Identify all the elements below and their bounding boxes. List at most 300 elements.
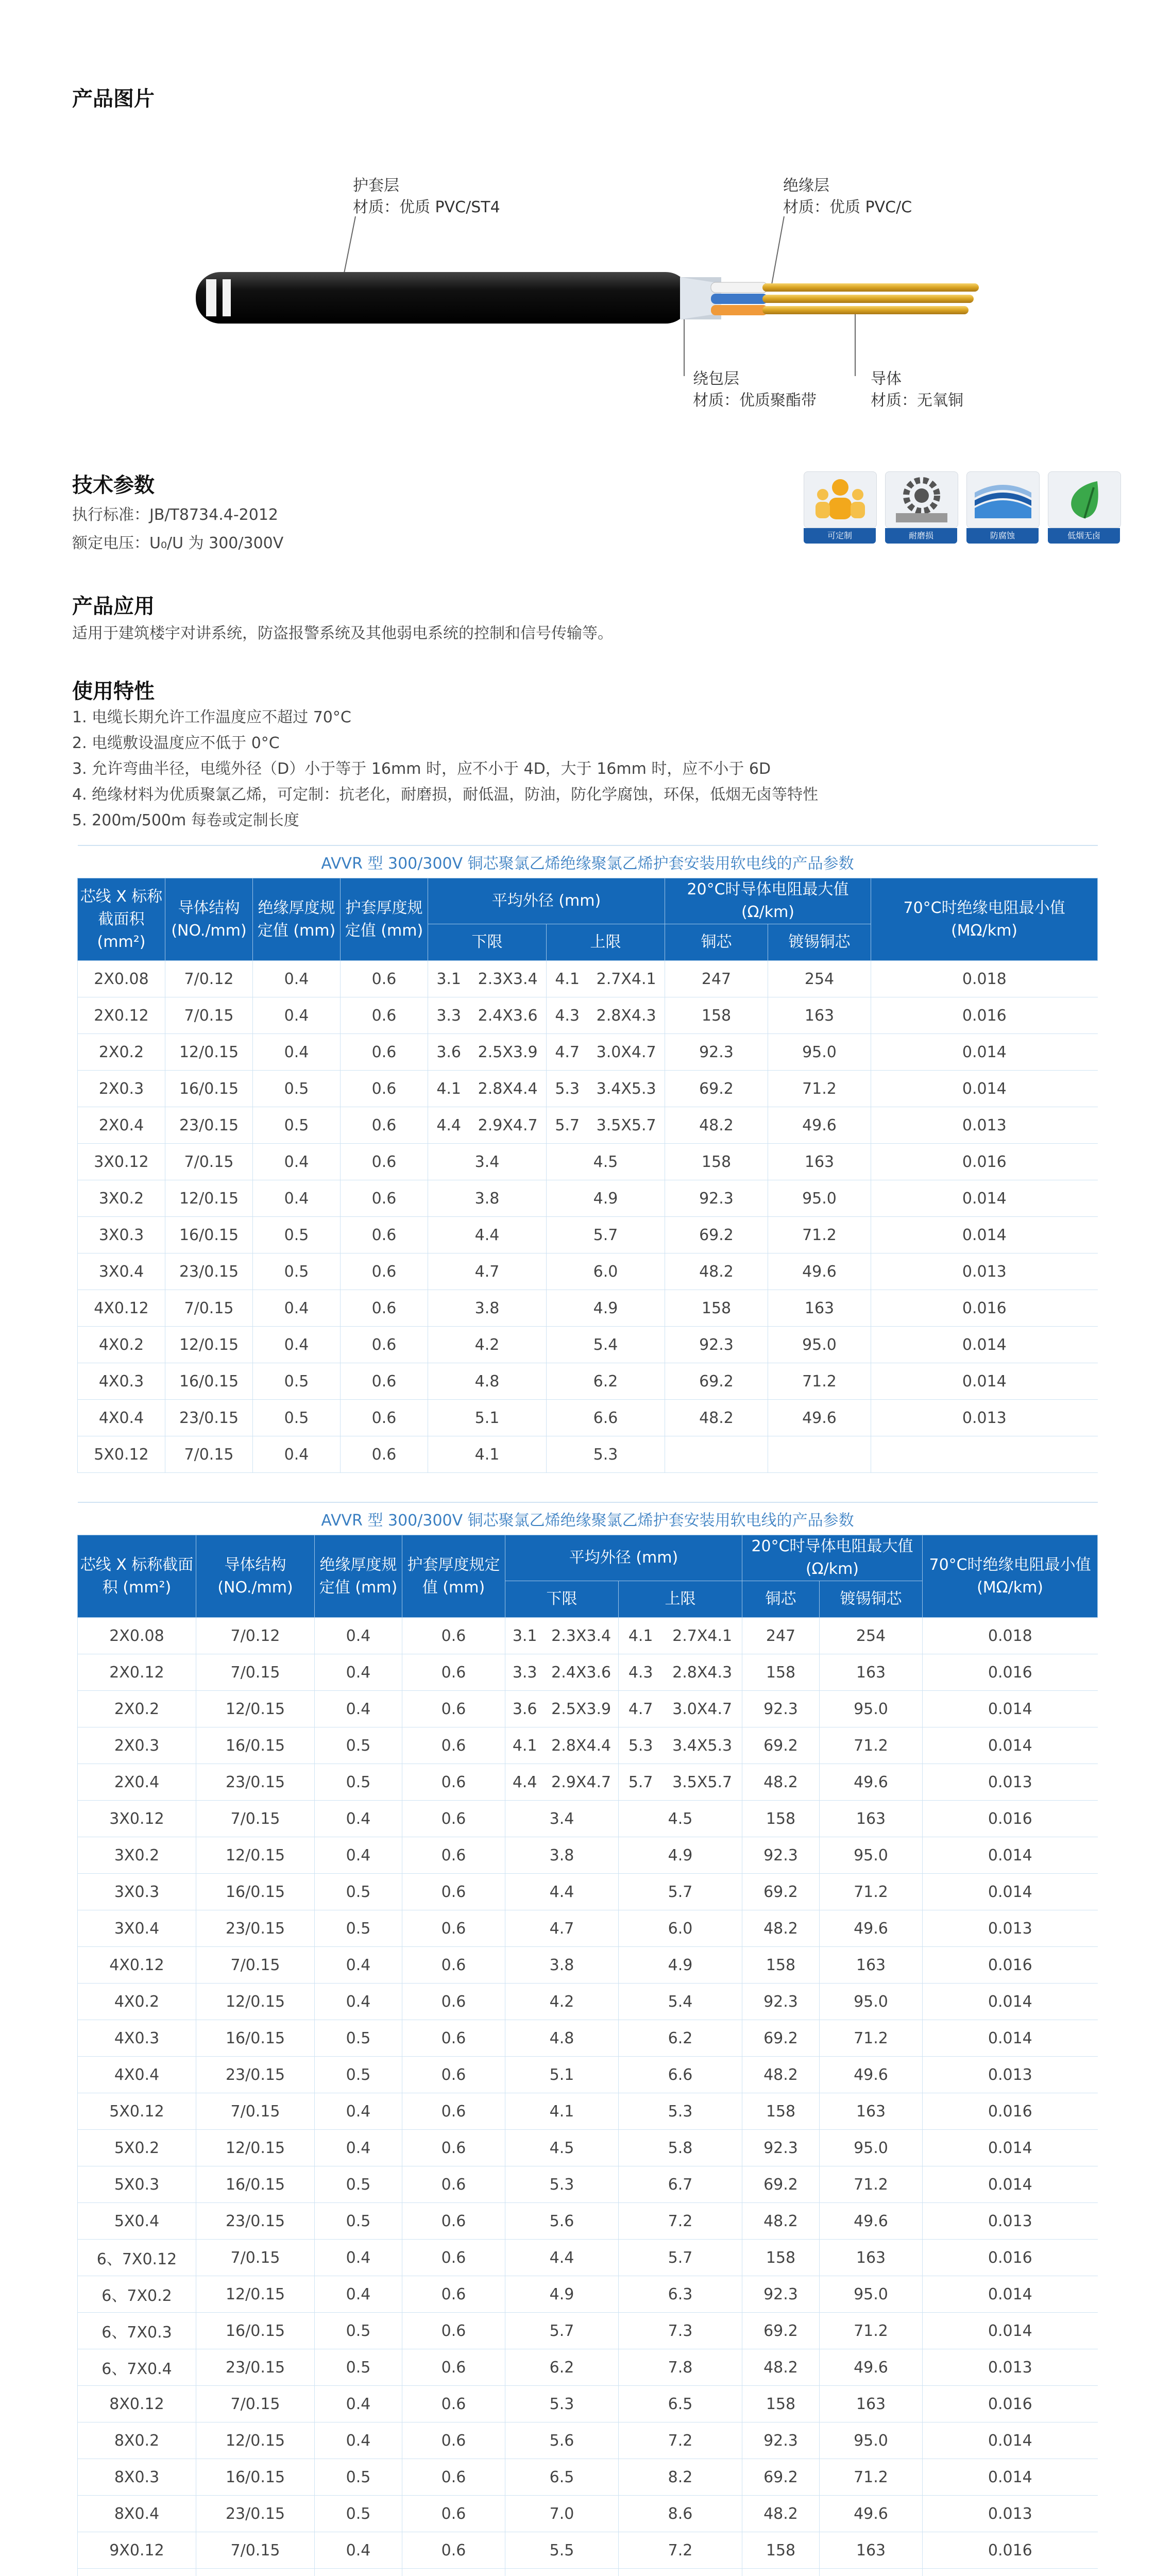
cell-od-lower: [428, 997, 547, 1034]
cell-insulation: 0.4: [315, 2532, 402, 2569]
cell-od-lower: [428, 1180, 547, 1217]
od-value: 4.4: [474, 1226, 500, 1244]
cell-structure: 12/0.15: [165, 1180, 253, 1217]
badge-customizable: [804, 471, 876, 544]
od-value: 5.8: [668, 2139, 693, 2157]
cell-insulation: 0.4: [315, 1984, 402, 2020]
cell-sheath: 0.6: [402, 2349, 505, 2386]
table-row: [78, 961, 1098, 997]
cell-insulation: 0.4: [315, 2130, 402, 2166]
cell-od-upper: [619, 1837, 742, 1874]
col-copper: 铜芯: [665, 924, 768, 961]
cell-od-upper: [619, 2130, 742, 2166]
cell-copper: 48.2: [742, 1910, 820, 1947]
cell-structure: 16/0.15: [196, 2166, 315, 2203]
col-tinned: 镀锡铜芯: [820, 1581, 923, 1618]
od-value: 6.2: [668, 2029, 693, 2047]
cell-tinned: 163: [820, 2240, 923, 2276]
cell-sheath: 0.6: [402, 2093, 505, 2130]
od-value: 6.6: [593, 1409, 618, 1427]
cell-ins-res: 0.013: [923, 2057, 1098, 2093]
od-value: 4.5: [668, 1809, 693, 1828]
cell-ins-res: 0.013: [923, 1764, 1098, 1801]
cell-sheath: 0.6: [402, 1654, 505, 1691]
od-value: 4.9: [593, 1189, 618, 1208]
cell-core: 4X0.3: [78, 2020, 196, 2057]
cell-structure: 12/0.15: [196, 2276, 315, 2313]
od-value: 4.2: [474, 1335, 500, 1354]
cell-od-upper: [619, 1654, 742, 1691]
cell-core: 4X0.4: [78, 2057, 196, 2093]
cell-od-lower: [428, 1327, 547, 1363]
cell-sheath: 0.6: [341, 1400, 428, 1436]
cell-copper: 247: [665, 961, 768, 997]
od-value: 4.9: [668, 1956, 693, 1974]
od-value: 6.5: [668, 2395, 693, 2413]
cell-structure: 7/0.15: [196, 2093, 315, 2130]
od-value: 3.8: [474, 1189, 500, 1208]
od-value: 5.3: [593, 1445, 618, 1464]
od-value: 5.7: [593, 1226, 618, 1244]
od-value: 4.3: [555, 1006, 580, 1025]
od-dimension: 3.5X5.7: [596, 1116, 656, 1134]
cell-od-lower: [505, 2020, 619, 2057]
cell-structure: 12/0.15: [196, 2422, 315, 2459]
od-value: 5.7: [555, 1116, 580, 1134]
callout-conductor-material: 材质：无氧铜: [871, 392, 963, 410]
od-value: 4.9: [668, 1846, 693, 1865]
cell-ins-res: [871, 1436, 1098, 1473]
cell-structure: 7/0.15: [196, 1947, 315, 1984]
cell-structure: 16/0.15: [165, 1363, 253, 1400]
cell-sheath: 0.6: [341, 1107, 428, 1144]
cell-structure: 23/0.15: [196, 2496, 315, 2532]
cell-od-upper: [547, 1107, 665, 1144]
cell-od-upper: [619, 2276, 742, 2313]
cell-od-upper: [619, 2313, 742, 2349]
feature-item: 2. 电缆敷设温度应不低于 0°C: [72, 734, 280, 752]
callout-sheath-material: 材质：优质 PVC/ST4: [353, 198, 500, 216]
col-insulation: 绝缘厚度规定值 (mm): [315, 1535, 402, 1618]
cell-tinned: 71.2: [820, 2166, 923, 2203]
cell-sheath: 0.6: [402, 2313, 505, 2349]
cell-tinned: 95.0: [820, 1984, 923, 2020]
cell-structure: 12/0.15: [196, 1691, 315, 1727]
cell-core: 8X0.3: [78, 2459, 196, 2496]
cell-od-lower: [428, 1400, 547, 1436]
cell-copper: 92.3: [742, 2276, 820, 2313]
cell-structure: 7/0.15: [196, 2240, 315, 2276]
cell-copper: 92.3: [742, 1984, 820, 2020]
cell-od-upper: [619, 2093, 742, 2130]
od-value: 5.1: [474, 1409, 500, 1427]
table-row: [78, 1727, 1098, 1764]
cell-sheath: 0.6: [402, 1801, 505, 1837]
cell-ins-res: 0.018: [923, 1618, 1098, 1654]
table-row: [78, 2459, 1098, 2496]
cell-od-lower: [505, 2057, 619, 2093]
cell-core: 8X0.2: [78, 2422, 196, 2459]
cell-insulation: 0.5: [315, 2496, 402, 2532]
cell-structure: 23/0.15: [196, 1764, 315, 1801]
cell-insulation: 0.4: [253, 1144, 341, 1180]
od-value: 7.2: [668, 2212, 693, 2230]
cable-illustration: [185, 206, 989, 392]
cell-copper: 48.2: [742, 2057, 820, 2093]
feature-item: 4. 绝缘材料为优质聚氯乙烯，可定制：抗老化，耐磨损，耐低温，防油，防化学腐蚀，环保，低烟无卤等特性: [72, 786, 819, 804]
cell-core: 2X0.3: [78, 1727, 196, 1764]
cell-core: 5X0.12: [78, 2093, 196, 2130]
cell-od-lower: [428, 1253, 547, 1290]
cell-od-upper: [619, 1618, 742, 1654]
cell-core: 2X0.2: [78, 1034, 165, 1071]
cell-od-upper: [547, 1363, 665, 1400]
cell-od-upper: [619, 1764, 742, 1801]
col-insulation: 绝缘厚度规定值 (mm): [253, 878, 341, 961]
cell-od-upper: [619, 2569, 742, 2576]
od-value: 5.7: [549, 2321, 574, 2340]
od-value: 4.7: [628, 1700, 653, 1718]
col-resistance: 20°C时导体电阻最大值 (Ω/km): [665, 878, 871, 924]
cell-od-lower: [505, 2203, 619, 2240]
od-value: 7.2: [668, 2431, 693, 2450]
cell-insulation: 0.4: [253, 1180, 341, 1217]
cell-od-lower: [505, 1984, 619, 2020]
table-row: [78, 997, 1098, 1034]
od-value: 6.7: [668, 2175, 693, 2194]
cell-sheath: 0.6: [341, 1436, 428, 1473]
cell-od-upper: [547, 1327, 665, 1363]
cell-tinned: 95.0: [768, 1034, 871, 1071]
cell-od-upper: [547, 961, 665, 997]
cell-tinned: 49.6: [820, 2349, 923, 2386]
od-value: 4.7: [474, 1262, 500, 1281]
od-value: 5.7: [628, 1773, 653, 1791]
od-dimension: 2.3X3.4: [551, 1626, 612, 1645]
col-copper: 铜芯: [742, 1581, 820, 1618]
cell-tinned: 163: [820, 2093, 923, 2130]
cell-ins-res: 0.014: [923, 2422, 1098, 2459]
table-row: [78, 1654, 1098, 1691]
cell-tinned: 95.0: [820, 2130, 923, 2166]
table-title: AVVR 型 300/300V 铜芯聚氯乙烯绝缘聚氯乙烯护套安装用软电线的产品参数: [78, 845, 1098, 878]
cell-ins-res: 0.013: [871, 1107, 1098, 1144]
cell-od-upper: [547, 1436, 665, 1473]
cell-od-lower: [505, 1947, 619, 1984]
cell-sheath: 0.6: [402, 2130, 505, 2166]
cell-structure: 23/0.15: [196, 2203, 315, 2240]
cell-insulation: 0.4: [253, 1436, 341, 1473]
cell-insulation: 0.5: [253, 1400, 341, 1436]
cell-copper: 48.2: [742, 2203, 820, 2240]
cell-structure: 16/0.15: [165, 1071, 253, 1107]
table-row: [78, 2203, 1098, 2240]
od-value: 4.1: [436, 1079, 462, 1098]
application-heading: 产品应用: [72, 595, 155, 618]
cell-ins-res: 0.014: [871, 1180, 1098, 1217]
cell-tinned: 163: [820, 1654, 923, 1691]
od-value: 3.1: [436, 970, 462, 988]
cell-core: 9X0.12: [78, 2532, 196, 2569]
col-core: 芯线 X 标称截面积 (mm²): [78, 1535, 196, 1618]
cell-od-upper: [619, 1910, 742, 1947]
cell-tinned: 163: [820, 1801, 923, 1837]
cell-insulation: 0.5: [315, 2459, 402, 2496]
table-row: [78, 1253, 1098, 1290]
cell-copper: 92.3: [665, 1327, 768, 1363]
cell-core: 2X0.4: [78, 1107, 165, 1144]
od-value: 4.1: [549, 2102, 574, 2121]
cell-sheath: 0.6: [341, 1034, 428, 1071]
cell-core: 6、7X0.2: [78, 2276, 196, 2313]
cell-od-lower: [428, 1034, 547, 1071]
cell-core: 2X0.08: [78, 961, 165, 997]
cell-od-upper: [547, 1180, 665, 1217]
cell-insulation: 0.5: [315, 1727, 402, 1764]
cell-sheath: 0.6: [341, 1327, 428, 1363]
tech-heading: 技术参数: [72, 473, 155, 497]
col-od-upper: 上限: [619, 1581, 742, 1618]
cell-sheath: 0.6: [341, 1217, 428, 1253]
od-value: 5.3: [549, 2175, 574, 2194]
tech-standard: 执行标准：JB/T8734.4-2012: [72, 506, 279, 524]
cell-od-upper: [619, 2057, 742, 2093]
col-structure: 导体结构 (NO./mm): [165, 878, 253, 961]
badge-wear-resistant: [885, 471, 957, 544]
col-core: 芯线 X 标称截面积 (mm²): [78, 878, 165, 961]
cell-core: 4X0.3: [78, 1363, 165, 1400]
cell-insulation: 0.4: [253, 961, 341, 997]
cell-sheath: 0.6: [341, 1290, 428, 1327]
od-value: 3.4: [474, 1153, 500, 1171]
spec-table-2: [77, 1502, 1098, 2576]
od-value: 3.8: [549, 1956, 574, 1974]
cell-core: 3X0.12: [78, 1801, 196, 1837]
cell-sheath: 0.6: [341, 1180, 428, 1217]
cell-od-lower: [505, 1727, 619, 1764]
cell-copper: [742, 2569, 820, 2576]
cell-insulation: 0.4: [315, 1654, 402, 1691]
col-od: 平均外径 (mm): [505, 1535, 742, 1581]
table-row: [78, 2240, 1098, 2276]
cell-structure: 7/0.15: [196, 1801, 315, 1837]
cell-structure: 23/0.15: [165, 1253, 253, 1290]
cell-core: 3X0.3: [78, 1874, 196, 1910]
callout-conductor-name: 导体: [871, 370, 902, 388]
cell-od-lower: [505, 1874, 619, 1910]
cell-structure: 12/0.15: [196, 2130, 315, 2166]
cell-sheath: 0.6: [341, 961, 428, 997]
cell-insulation: 0.4: [315, 1618, 402, 1654]
od-value: 5.5: [549, 2541, 574, 2560]
cell-insulation: [315, 2569, 402, 2576]
cell-od-upper: [619, 2020, 742, 2057]
cell-insulation: 0.4: [253, 997, 341, 1034]
table-row: [78, 1618, 1098, 1654]
cell-sheath: 0.6: [402, 2422, 505, 2459]
od-value: 4.1: [555, 970, 580, 988]
cell-sheath: 0.6: [402, 2020, 505, 2057]
od-value: 5.3: [668, 2102, 693, 2121]
cell-od-lower: [505, 2240, 619, 2276]
cell-od-upper: [619, 2496, 742, 2532]
cell-sheath: 0.6: [402, 1947, 505, 1984]
od-value: 3.4: [549, 1809, 574, 1828]
cell-copper: 48.2: [742, 2349, 820, 2386]
cell-copper: 69.2: [742, 2459, 820, 2496]
od-value: 7.2: [668, 2541, 693, 2560]
cell-od-upper: [547, 1400, 665, 1436]
cell-copper: 158: [742, 1801, 820, 1837]
cell-ins-res: 0.016: [923, 2386, 1098, 2422]
cell-tinned: 71.2: [820, 2020, 923, 2057]
cell-sheath: 0.6: [402, 1874, 505, 1910]
table-title: AVVR 型 300/300V 铜芯聚氯乙烯绝缘聚氯乙烯护套安装用软电线的产品参数: [78, 1502, 1098, 1535]
cell-core: 4X0.2: [78, 1327, 165, 1363]
cell-od-lower: [428, 1363, 547, 1400]
od-value: 8.2: [668, 2468, 693, 2486]
cell-structure: 7/0.15: [196, 2532, 315, 2569]
cell-copper: 92.3: [665, 1034, 768, 1071]
cell-insulation: 0.4: [315, 2093, 402, 2130]
table-row: [78, 1984, 1098, 2020]
cell-core: 2X0.4: [78, 1764, 196, 1801]
od-value: 7.0: [549, 2504, 574, 2523]
cell-tinned: 163: [768, 1144, 871, 1180]
od-value: 6.2: [593, 1372, 618, 1391]
cell-od-upper: [547, 1144, 665, 1180]
cell-tinned: 71.2: [820, 2313, 923, 2349]
cell-copper: 158: [665, 1290, 768, 1327]
table-row: [78, 1947, 1098, 1984]
cell-sheath: 0.6: [402, 1691, 505, 1727]
col-ins-res: 70°C时绝缘电阻最小值 (MΩ/km): [923, 1535, 1098, 1618]
cell-od-lower: [505, 2166, 619, 2203]
leaf-icon: [1048, 471, 1121, 528]
cell-insulation: 0.5: [315, 2166, 402, 2203]
cell-insulation: 0.4: [315, 2276, 402, 2313]
spec-table-1: [77, 845, 1098, 1473]
cell-sheath: 0.6: [402, 2057, 505, 2093]
cell-ins-res: 0.014: [923, 1874, 1098, 1910]
cell-od-upper: [619, 2459, 742, 2496]
od-dimension: 3.4X5.3: [672, 1736, 733, 1755]
cell-od-upper: [547, 997, 665, 1034]
col-sheath: 护套厚度规定值 (mm): [341, 878, 428, 961]
table-row: [78, 2057, 1098, 2093]
col-od-upper: 上限: [547, 924, 665, 961]
cell-tinned: 71.2: [768, 1217, 871, 1253]
od-value: 5.7: [668, 2248, 693, 2267]
cell-tinned: 163: [768, 1290, 871, 1327]
badge-caption: 耐磨损: [885, 528, 957, 544]
table-row: [78, 1363, 1098, 1400]
cell-core: 8X0.4: [78, 2496, 196, 2532]
callout-insulation-material: 材质：优质 PVC/C: [783, 198, 912, 216]
cell-ins-res: 0.014: [923, 2313, 1098, 2349]
od-value: 4.1: [628, 1626, 653, 1645]
cell-copper: 69.2: [742, 2313, 820, 2349]
cell-ins-res: 0.014: [923, 2459, 1098, 2496]
od-value: 5.4: [668, 1992, 693, 2011]
cell-ins-res: 0.016: [923, 2093, 1098, 2130]
od-value: 8.6: [668, 2504, 693, 2523]
cell-copper: 158: [665, 997, 768, 1034]
gear-icon: [885, 471, 958, 528]
cell-copper: 69.2: [665, 1217, 768, 1253]
cell-sheath: 0.6: [402, 2459, 505, 2496]
cell-insulation: 0.5: [253, 1253, 341, 1290]
cell-tinned: 49.6: [820, 2057, 923, 2093]
cell-tinned: 254: [820, 1618, 923, 1654]
cell-copper: 247: [742, 1618, 820, 1654]
cell-od-upper: [619, 2422, 742, 2459]
od-value: 6.0: [668, 1919, 693, 1938]
cell-tinned: 95.0: [820, 2422, 923, 2459]
cell-od-lower: [428, 1071, 547, 1107]
cell-tinned: 71.2: [820, 1874, 923, 1910]
cell-copper: 48.2: [665, 1253, 768, 1290]
cell-copper: 92.3: [742, 2422, 820, 2459]
cell-structure: 23/0.15: [196, 1910, 315, 1947]
badge-low-smoke: [1048, 471, 1120, 544]
od-value: 5.3: [628, 1736, 653, 1755]
cell-structure: [196, 2569, 315, 2576]
cell-core: 6、7X0.4: [78, 2349, 196, 2386]
cell-tinned: 71.2: [820, 2459, 923, 2496]
od-value: 5.6: [549, 2431, 574, 2450]
cell-od-upper: [619, 1801, 742, 1837]
cell-sheath: 0.6: [341, 997, 428, 1034]
od-value: 5.3: [549, 2395, 574, 2413]
cell-tinned: 95.0: [820, 1691, 923, 1727]
cell-copper: 158: [742, 2240, 820, 2276]
cell-core: 5X0.3: [78, 2166, 196, 2203]
table-row: [78, 2093, 1098, 2130]
table-row: [78, 2166, 1098, 2203]
cell-insulation: 0.5: [315, 2313, 402, 2349]
od-dimension: 2.4X3.6: [478, 1006, 538, 1025]
cell-insulation: 0.5: [253, 1071, 341, 1107]
product-image-heading: 产品图片: [72, 87, 155, 111]
cell-sheath: 0.6: [341, 1253, 428, 1290]
feature-item: 5. 200m/500m 每卷或定制长度: [72, 811, 299, 829]
cell-tinned: 49.6: [820, 1910, 923, 1947]
od-value: 4.9: [549, 2285, 574, 2303]
cell-od-lower: [428, 1436, 547, 1473]
cell-od-lower: [505, 1801, 619, 1837]
cell-insulation: 0.4: [315, 1691, 402, 1727]
table-row: [78, 1764, 1098, 1801]
cell-insulation: 0.5: [315, 2203, 402, 2240]
cell-od-lower: [428, 1144, 547, 1180]
cell-tinned: 163: [820, 2532, 923, 2569]
table-row: [78, 2313, 1098, 2349]
cell-od-upper: [619, 1947, 742, 1984]
cell-insulation: 0.5: [315, 1874, 402, 1910]
cell-copper: 92.3: [742, 2130, 820, 2166]
table-row: [78, 1400, 1098, 1436]
od-dimension: 2.8X4.4: [551, 1736, 612, 1755]
cell-copper: 158: [742, 2532, 820, 2569]
table-row: [78, 1837, 1098, 1874]
od-value: 4.8: [549, 2029, 574, 2047]
cell-core: 3X0.12: [78, 1144, 165, 1180]
cell-sheath: 0.6: [341, 1363, 428, 1400]
cell-structure: 7/0.12: [165, 961, 253, 997]
callout-wrap-name: 绕包层: [693, 370, 739, 388]
cell-structure: 16/0.15: [196, 2020, 315, 2057]
